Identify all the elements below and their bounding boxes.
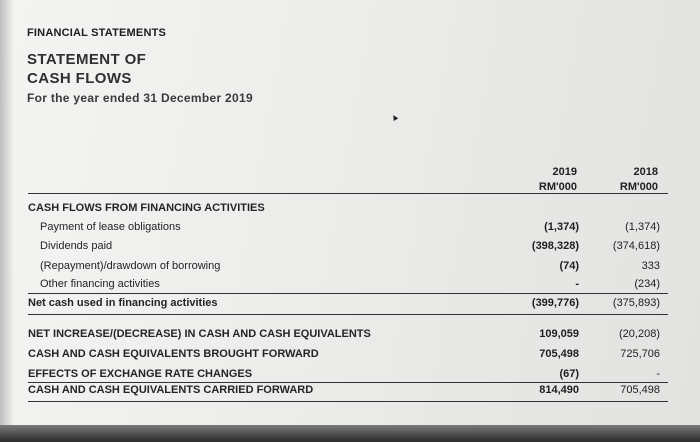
row-label: NET INCREASE/(DECREASE) IN CASH AND CASH EQUIVALENTS	[28, 328, 371, 340]
subtotal-rule	[28, 293, 668, 294]
value-2018: -	[656, 368, 660, 380]
value-2018: 333	[641, 260, 660, 272]
table-row	[28, 221, 668, 240]
row-label: CASH AND CASH EQUIVALENTS BROUGHT FORWARD	[28, 348, 319, 360]
column-header-2018	[578, 165, 658, 195]
value-2019: (1,374)	[544, 221, 579, 233]
value-2018: (234)	[634, 278, 660, 290]
period-subtitle: For the year ended 31 December 2019	[27, 91, 253, 105]
value-2019: -	[575, 278, 579, 290]
value-2019: 705,498	[539, 348, 579, 360]
header-rule	[28, 193, 668, 194]
page-shadow	[0, 0, 14, 442]
mouse-cursor-icon: ▲	[388, 110, 401, 124]
title-line-1: STATEMENT OF	[27, 51, 147, 68]
value-2018: 725,706	[620, 348, 660, 360]
value-2019: (67)	[559, 368, 579, 380]
column-year: 2018	[633, 166, 658, 178]
value-2019: 814,490	[539, 384, 579, 396]
table-row	[28, 240, 668, 259]
page-title	[27, 50, 146, 88]
value-2018: 705,498	[620, 384, 660, 396]
row-label: CASH AND CASH EQUIVALENTS CARRIED FORWARD	[28, 384, 314, 396]
value-2018: (375,893)	[612, 297, 660, 309]
row-label: Dividends paid	[40, 240, 113, 252]
table-row	[28, 278, 668, 297]
row-label: EFFECTS OF EXCHANGE RATE CHANGES	[28, 368, 253, 380]
carried-forward-rule	[28, 382, 668, 383]
financing-heading: CASH FLOWS FROM FINANCING ACTIVITIES	[28, 202, 265, 214]
title-line-2: CASH FLOWS	[27, 70, 132, 87]
final-rule	[28, 401, 668, 402]
value-2019: (399,776)	[531, 297, 579, 309]
table-row	[28, 328, 668, 347]
column-unit: RM'000	[619, 181, 658, 193]
value-2018: (374,618)	[612, 240, 660, 252]
column-header-2019	[497, 165, 577, 195]
table-row	[28, 260, 668, 279]
table-row	[28, 348, 668, 367]
column-unit: RM'000	[538, 181, 577, 193]
value-2019: (74)	[559, 260, 579, 272]
row-label: (Repayment)/drawdown of borrowing	[40, 260, 221, 272]
value-2018: (1,374)	[625, 221, 660, 233]
row-label: Net cash used in financing activities	[28, 297, 218, 309]
total-rule	[28, 314, 668, 315]
value-2018: (20,208)	[619, 328, 660, 340]
section-label: FINANCIAL STATEMENTS	[27, 27, 167, 39]
column-year: 2019	[552, 166, 577, 178]
value-2019: 109,059	[539, 328, 579, 340]
row-label: Other financing activities	[40, 278, 160, 290]
row-label: Payment of lease obligations	[40, 221, 181, 233]
value-2019: (398,328)	[531, 240, 579, 252]
photo-edge	[0, 425, 700, 442]
financing-heading-row	[28, 202, 668, 221]
